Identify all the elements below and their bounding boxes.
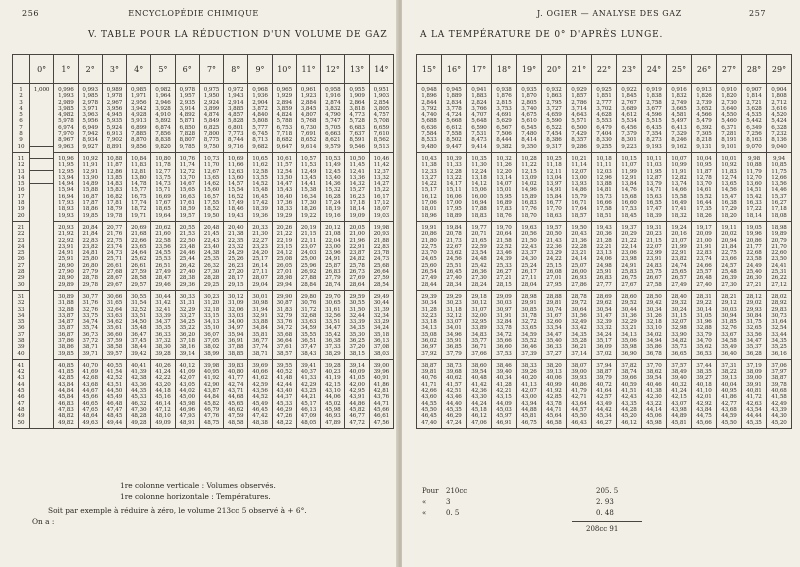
value-cell-group: 18,98 19,89 20,79 21,70 22,60 23,50 24,41 25,31 26,22 27,12 bbox=[767, 222, 791, 291]
value-cell-group: 0,932 1,863 2,795 3,727 4,659 5,590 6,522 7,454 8,386 9,317 bbox=[542, 84, 566, 153]
value-cell-group: 30,66 31,65 32,64 33,63 34,62 35,61 36,60 37,59 38,58 39,57 bbox=[103, 291, 126, 360]
value-cell-group: 19,63 20,56 21,50 22,43 23,37 24,30 25,24 26,17 27,11 28,04 bbox=[517, 222, 541, 291]
right-page bbox=[402, 0, 800, 567]
right-reduction-table bbox=[416, 54, 792, 429]
legend-line-4: On a : bbox=[32, 517, 55, 526]
value-cell-group: 0,985 1,971 2,956 3,942 4,928 5,913 6,899 7,885 8,870 9,856 bbox=[127, 84, 150, 153]
table-body-row bbox=[417, 84, 792, 429]
legend-line-2: 1re colonne horizontale : Températures. bbox=[120, 492, 271, 501]
value-cell-group: 20,26 21,22 22,19 23,15 24,12 25,08 26,05 27,01 28,98 29,94 bbox=[273, 222, 296, 291]
value-cell-group: 0,913 1,826 2,739 3,652 4,566 5,479 6,392 7,305 8,218 9,131 bbox=[692, 84, 716, 153]
value-cell-group: 10,46 11,42 12,37 13,32 14,27 15,22 16,17 17,12 18,07 19,03 bbox=[370, 153, 393, 222]
temperature-header: 13° bbox=[345, 55, 369, 84]
value-cell-group bbox=[30, 171, 53, 183]
temperature-header: 15° bbox=[417, 55, 442, 84]
temperature-header: 27° bbox=[717, 55, 742, 84]
value-column bbox=[175, 84, 199, 429]
temperature-header: 17° bbox=[467, 55, 492, 84]
temperature-header: 0° bbox=[30, 55, 54, 84]
example-calculation bbox=[422, 486, 642, 535]
value-cell-group: 10,88 11,87 12,86 13,85 14,83 15,83 16,82 17,81 18,79 19,78 bbox=[103, 153, 126, 222]
temperature-header: 2° bbox=[78, 55, 102, 84]
table-header-row bbox=[417, 55, 792, 84]
value-cell-group: 0,989 1,978 2,967 3,956 4,945 5,935 5,924 6,913 7,902 8,891 bbox=[103, 84, 126, 153]
value-cell-group: 29,29 30,23 31,18 32,12 33,07 34,01 34,96 35,91 36,85 37,79 bbox=[442, 291, 466, 360]
value-cell-group: 20,19 21,15 22,11 23,07 24,03 25,00 25,96 26,92 27,88 28,84 bbox=[297, 222, 320, 291]
value-cell-group: 37,57 38,49 39,40 40,32 41,24 42,15 43,07 43,98 44,89 45,81 bbox=[671, 362, 687, 426]
temperature-header: 6° bbox=[175, 55, 199, 84]
value-cell-group: 20,84 21,84 22,83 23,82 24,81 25,80 26,80 27,79 28,78 29,78 bbox=[79, 222, 102, 291]
value-cell-group: 28,69 29,62 30,54 31,47 32,39 33,32 34,24 35,17 36,09 37,02 bbox=[592, 291, 616, 360]
value-cell-group: 10,11 11,03 11,95 12,87 13,79 14,71 15,63 16,55 17,47 18,39 bbox=[642, 153, 666, 222]
temperature-header: 14° bbox=[369, 55, 393, 84]
value-cell-group: 0,955 1,909 2,864 3,818 4,773 5,728 6,683 7,637 8,591 9,546 bbox=[345, 84, 368, 153]
calc-total: 208cc 91 bbox=[586, 525, 619, 533]
value-cell-group: 40,55 41,54 42,52 43,51 44,50 45,49 46,48 47,47 48,45 49,44 bbox=[106, 362, 123, 426]
value-cell-group: 0,948 1,896 2,844 3,792 4,740 5,688 6,636 7,584 8,533 9,480 bbox=[417, 84, 441, 153]
temperature-header: 19° bbox=[517, 55, 542, 84]
value-cell-group: 10,28 11,22 12,15 13,09 14,02 14,96 15,89 16,83 17,76 18,70 bbox=[517, 153, 541, 222]
value-cell-group: 9,98 10,88 11,79 12,70 13,60 14,51 15,42 16,33 17,22 18,14 bbox=[742, 153, 766, 222]
value-cell-group: 37,06 37,97 38,87 39,78 40,68 41,58 42,49 43,39 44,30 45,20 bbox=[771, 362, 787, 426]
value-cell-group: 10,50 11,45 12,41 13,36 14,32 15,27 16,23 17,18 18,14 19,09 bbox=[345, 153, 368, 222]
value-cell-group: 28,78 29,72 30,64 31,56 32,49 33,42 34,35 35,28 36,21 37,14 bbox=[567, 291, 591, 360]
value-column bbox=[517, 84, 542, 429]
value-cell-group: 0,929 1,857 2,786 3,714 4,643 5,571 6,500 7,429 8,357 9,286 bbox=[567, 84, 591, 153]
value-cell-group: 20,55 21,53 22,50 23,48 24,46 25,44 26,42 27,40 28,38 29,36 bbox=[176, 222, 199, 291]
value-cell-group: 39,98 40,95 41,92 42,90 43,87 44,84 45,82 46,79 47,76 48,75 bbox=[203, 362, 220, 426]
value-cell-group: 10,96 11,95 12,95 13,94 14,94 15,94 16,94 17,93 18,93 19,93 bbox=[54, 153, 77, 222]
value-cell-group: 40,85 41,85 42,85 43,84 44,84 45,84 46,83 47,83 48,82 49,82 bbox=[58, 362, 74, 426]
value-cell-group: 29,39 30,34 31,28 32,23 33,18 34,13 35,08 36,02 36,97 37,92 bbox=[417, 291, 441, 360]
value-cell-group: 30,12 31,09 32,06 33,03 34,00 34,97 35,94 36,91 37,88 38,85 bbox=[224, 291, 247, 360]
value-cell-group: 30,23 31,20 32,18 33,15 34,13 35,10 36,07 37,05 38,02 38,99 bbox=[200, 291, 223, 360]
value-cell-group: 10,73 11,70 12,67 13,65 14,62 15,60 16,57 17,55 18,52 19,50 bbox=[200, 153, 223, 222]
value-column bbox=[742, 84, 767, 429]
value-cell-group: 0,938 1,876 2,815 3,753 4,691 5,629 6,567 7,506 8,444 9,382 bbox=[492, 84, 516, 153]
value-column bbox=[272, 84, 296, 429]
value-cell-group: 10,76 11,74 12,72 13,70 14,67 15,65 16,63 17,61 18,59 19,57 bbox=[176, 153, 199, 222]
temperature-header: 9° bbox=[248, 55, 272, 84]
calc-prefix: Pour bbox=[422, 487, 439, 495]
value-cell-group: 28,88 29,81 30,74 31,67 32,60 33,54 34,47 35,40 36,33 37,27 bbox=[542, 291, 566, 360]
temperature-header: 28° bbox=[742, 55, 767, 84]
value-cell-group: 0,910 1,820 2,730 3,640 4,550 5,460 6,371 7,281 8,191 9,101 bbox=[717, 84, 741, 153]
value-cell-group: 0,958 1,916 2,874 3,832 4,790 5,747 5,705 6,663 8,621 9,579 bbox=[321, 84, 344, 153]
temperature-header: 21° bbox=[567, 55, 592, 84]
left-running-head: ENCYCLOPÉDIE CHIMIQUE bbox=[128, 9, 259, 18]
value-column bbox=[767, 84, 792, 429]
value-column bbox=[592, 84, 617, 429]
value-cell-group: 0,904 1,808 2,712 3,616 4,520 5,424 6,328 7,232 8,136 9,040 bbox=[767, 84, 791, 153]
value-cell-group: 10,15 11,07 11,99 12,91 13,84 14,76 15,68 16,60 17,53 18,45 bbox=[617, 153, 641, 222]
value-cell-group: 38,46 39,40 40,34 41,28 42,21 43,15 44,09 45,03 45,97 46,91 bbox=[496, 362, 512, 426]
value-column bbox=[692, 84, 717, 429]
temperature-header: 3° bbox=[102, 55, 126, 84]
value-cell-group: 19,05 19,96 20,86 21,77 22,68 23,58 24,49 25,40 26,30 27,21 bbox=[742, 222, 766, 291]
value-column bbox=[492, 84, 517, 429]
temperature-header: 22° bbox=[592, 55, 617, 84]
value-cell-group: 0,965 1,929 2,894 3,859 4,824 5,788 6,753 7,718 8,682 9,647 bbox=[273, 84, 296, 153]
legend-line-3: Soit par exemple à réduire à zéro, le volume 213cc 5 observé à + 6°. bbox=[48, 506, 307, 515]
temperature-header: 1° bbox=[54, 55, 78, 84]
calc-reduced: 0. 48 bbox=[596, 509, 614, 517]
calc-row bbox=[422, 486, 642, 497]
value-cell-group: 10,07 10,99 11,91 12,82 13,74 14,66 15,58 16,49 17,41 18,32 bbox=[667, 153, 691, 222]
value-column bbox=[567, 84, 592, 429]
value-cell-group: 1,000 bbox=[30, 84, 53, 147]
right-table-title: A LA TEMPÉRATURE DE 0° D'APRÈS LUNGE. bbox=[420, 30, 664, 40]
value-cell-group: 37,19 38,09 39,00 39,91 40,81 41,72 42,63 43,54 44,44 45,35 bbox=[746, 362, 762, 426]
value-cell-group: 0,975 1,950 2,924 3,899 4,874 5,849 6,825 7,800 8,775 9,750 bbox=[200, 84, 223, 153]
left-page-number: 256 bbox=[22, 9, 40, 18]
value-cell-group: 37,31 38,22 39,13 40,04 40,95 41,86 42,77 43,68 44,59 45,50 bbox=[721, 362, 737, 426]
value-column bbox=[417, 84, 442, 429]
temperature-header: 23° bbox=[617, 55, 642, 84]
left-page bbox=[0, 0, 398, 567]
value-cell-group: 10,53 11,49 12,45 13,40 14,36 15,32 16,28 17,24 18,19 19,16 bbox=[321, 153, 344, 222]
value-cell-group: 10,39 11,33 12,28 13,22 14,17 15,11 16,06 17,00 17,95 18,89 bbox=[442, 153, 466, 222]
value-cell-group: 0,993 1,985 2,978 3,971 3,963 5,956 6,949 7,942 8,934 9,927 bbox=[79, 84, 102, 153]
value-cell-group: 10,25 11,18 12,11 13,04 13,97 14,91 15,84 16,77 17,70 18,63 bbox=[542, 153, 566, 222]
value-cell-group: 28,98 29,91 30,85 31,78 32,72 33,65 34,59 35,52 36,46 37,39 bbox=[517, 291, 541, 360]
volume-labels: 1 2 3 4 5 6 7 8 9 10 bbox=[13, 84, 29, 153]
calc-row bbox=[422, 497, 642, 508]
value-cell-group: 0,941 1,883 2,824 3,766 4,707 5,648 6,590 7,531 8,473 9,414 bbox=[467, 84, 491, 153]
value-cell-group: 10,57 11,53 12,49 13,45 14,41 15,38 16,34 17,30 18,26 19,22 bbox=[297, 153, 320, 222]
value-column bbox=[224, 84, 248, 429]
value-cell-group: 0,996 1,993 2,989 3,985 4,982 5,978 6,974 7,970 8,967 9,963 bbox=[54, 84, 77, 153]
value-cell-group: 29,49 30,44 31,39 32,34 33,29 34,24 35,18 36,13 37,08 38,03 bbox=[370, 291, 393, 360]
value-cell-group: 39,55 40,52 41,48 42,44 43,40 44,37 45,33 46,29 47,26 48,22 bbox=[276, 362, 293, 426]
value-cell-group: 0,978 1,957 2,935 3,914 4,892 5,871 6,850 7,828 8,807 9,785 bbox=[176, 84, 199, 153]
value-cell-group bbox=[30, 159, 53, 171]
value-cell-group: 0,907 1,814 2,721 3,628 4,535 5,442 6,349 7,256 8,163 9,070 bbox=[742, 84, 766, 153]
temperature-header: 12° bbox=[321, 55, 345, 84]
value-cell-group: 30,33 31,31 32,29 33,27 34,25 35,22 36,20 37,18 38,16 39,14 bbox=[176, 291, 199, 360]
value-column bbox=[102, 84, 126, 429]
value-cell-group: 40,12 41,09 42,07 43,05 44,02 45,00 45,98 46,96 47,93 48,91 bbox=[179, 362, 195, 426]
value-cell-group: 39,14 40,09 41,05 42,00 42,95 43,91 44,86 45,82 46,77 47,72 bbox=[349, 362, 365, 426]
left-reduction-table bbox=[12, 54, 394, 429]
value-column bbox=[248, 84, 272, 429]
value-cell-group: 0,951 1,903 2,854 3,805 4,757 5,708 6,659 7,610 8,562 9,513 bbox=[370, 84, 393, 153]
temperature-header: 5° bbox=[151, 55, 175, 84]
calc-prefix: « bbox=[422, 509, 427, 517]
value-cell-group: 37,70 38,62 39,54 40,46 41,38 42,30 43,22 44,14 45,06 45,98 bbox=[646, 362, 662, 426]
value-cell-group: 0,919 1,838 2,758 3,677 4,596 5,515 6,435 7,354 8,273 9,193 bbox=[642, 84, 666, 153]
value-cell-group: 10,84 11,83 12,81 13,80 14,78 15,77 16,75 17,74 18,72 19,71 bbox=[127, 153, 150, 222]
value-cell-group: 19,37 20,29 21,22 22,14 23,06 23,98 24,91 25,83 26,75 27,67 bbox=[617, 222, 641, 291]
value-cell-group: 20,12 21,08 22,04 23,00 23,96 24,91 25,87 26,83 27,79 28,74 bbox=[321, 222, 344, 291]
value-cell-group: 30,77 31,76 32,76 33,75 34,74 35,74 36,73 37,72 38,71 39,71 bbox=[79, 291, 102, 360]
value-cell-group: 19,77 20,71 21,65 22,59 23,54 24,48 25,42 26,36 27,30 28,24 bbox=[467, 222, 491, 291]
value-cell-group: 20,77 21,76 22,75 23,74 24,73 25,71 26,61 27,68 28,67 29,67 bbox=[103, 222, 126, 291]
value-cell-group: 29,70 30,65 31,61 32,56 33,51 34,47 35,42 36,38 37,33 38,29 bbox=[321, 291, 344, 360]
legend-line-1: 1re colonne verticale : Volumes observés. bbox=[120, 481, 276, 490]
temperature-header: 25° bbox=[667, 55, 692, 84]
value-cell-group: 19,43 20,36 21,28 22,21 23,13 24,06 24,98 25,91 26,83 27,77 bbox=[592, 222, 616, 291]
header-corner bbox=[13, 55, 30, 84]
calc-volume: 0. 5 bbox=[446, 509, 460, 517]
right-page-header bbox=[537, 9, 766, 18]
volume-labels: 31 32 33 34 35 36 37 38 39 40 bbox=[13, 291, 29, 360]
value-cell-group: 37,94 38,87 39,79 40,72 41,64 42,57 43,49 44,42 45,34 46,27 bbox=[596, 362, 612, 426]
temperature-header: 24° bbox=[642, 55, 667, 84]
temperature-header: 8° bbox=[224, 55, 248, 84]
value-cell-group: 38,33 39,26 40,20 41,13 42,07 43,00 43,94 44,88 45,81 46,75 bbox=[521, 362, 537, 426]
value-column bbox=[127, 84, 151, 429]
value-cell-group: 38,20 39,13 40,06 40,99 41,92 42,85 43,78 44,71 45,64 46,58 bbox=[546, 362, 562, 426]
value-cell-group: 10,69 11,66 12,63 13,60 14,57 15,54 16,52 17,49 18,46 19,43 bbox=[224, 153, 247, 222]
value-cell-group: 10,80 11,78 12,77 13,75 14,73 15,71 16,69 17,67 18,65 19,64 bbox=[151, 153, 174, 222]
value-cell-group: 38,73 39,68 40,62 41,57 42,51 43,46 44,40 45,35 46,29 47,24 bbox=[446, 362, 462, 426]
value-cell-group: 0,916 1,832 2,749 3,665 4,581 5,497 6,413 7,329 8,246 9,162 bbox=[667, 84, 691, 153]
value-cell-group: 20,05 21,00 21,96 22,91 23,87 24,82 25,78 26,73 27,69 28,64 bbox=[345, 222, 368, 291]
table-body-row bbox=[13, 84, 394, 429]
value-cell-group: 39,83 40,80 41,77 42,74 43,71 44,68 45,65 46,62 47,59 48,58 bbox=[228, 362, 244, 426]
value-cell-group: 28,31 29,22 30,14 31,05 31,96 32,88 33,79 34,70 35,62 36,53 bbox=[692, 291, 716, 360]
value-cell-group: 0,961 1,923 2,884 3,845 4,807 5,768 6,730 7,691 8,652 9,614 bbox=[297, 84, 320, 153]
value-cell-group: 37,44 38,35 39,27 40,18 41,10 42,01 42,92 43,84 44,75 45,66 bbox=[696, 362, 712, 426]
temperature-header: 20° bbox=[542, 55, 567, 84]
value-cell-group bbox=[30, 147, 53, 159]
value-cell-group: 29,18 30,12 31,07 32,00 32,95 33,89 34,83 35,77 36,71 37,66 bbox=[467, 291, 491, 360]
value-column bbox=[30, 84, 54, 429]
temperature-header: 26° bbox=[692, 55, 717, 84]
volume-label-column bbox=[13, 84, 30, 429]
value-column bbox=[199, 84, 223, 429]
value-cell-group: 9,94 10,85 11,75 12,66 13,56 14,46 15,37 16,27 17,18 18,08 bbox=[767, 153, 791, 222]
value-cell-group: 30,44 31,42 32,41 33,39 34,37 35,35 36,33 37,32 38,30 39,28 bbox=[151, 291, 174, 360]
temperature-header: 7° bbox=[199, 55, 223, 84]
value-cell-group: 28,60 29,52 30,44 31,36 32,29 33,21 34,13 35,06 35,98 36,90 bbox=[617, 291, 641, 360]
value-cell-group: 19,98 20,93 21,88 22,83 23,78 24,73 25,68 26,64 27,59 28,54 bbox=[370, 222, 393, 291]
value-cell-group: 39,00 39,96 40,91 41,86 42,81 43,76 44,71 45,66 46,61 47,56 bbox=[373, 362, 390, 426]
value-column bbox=[369, 84, 393, 429]
value-cell-group: 19,70 20,64 21,58 22,52 23,46 24,39 25,33 26,27 27,21 28,15 bbox=[492, 222, 516, 291]
value-cell-group: 10,43 11,38 12,33 13,27 14,22 15,17 16,12 17,06 18,01 18,96 bbox=[417, 153, 441, 222]
value-column bbox=[78, 84, 102, 429]
value-cell-group: 10,18 11,11 12,03 12,96 13,88 14,81 15,73 16,66 17,58 18,51 bbox=[592, 153, 616, 222]
value-cell-group: 10,92 11,91 12,91 13,90 14,89 15,88 16,87 17,87 18,86 19,85 bbox=[79, 153, 102, 222]
sum-rule bbox=[572, 521, 642, 522]
value-cell-group: 0,968 1,936 2,904 3,872 4,840 5,808 5,777 6,745 8,713 9,682 bbox=[248, 84, 271, 153]
value-cell-group: 20,48 21,45 22,43 23,40 24,38 25,35 26,32 27,30 28,28 29,25 bbox=[200, 222, 223, 291]
value-cell-group: 20,62 21,60 22,58 23,56 24,55 25,53 26,51 27,49 28,47 29,46 bbox=[151, 222, 174, 291]
value-cell-group: 0,922 1,845 2,767 3,689 4,612 5,534 6,456 7,379 8,301 9,223 bbox=[617, 84, 641, 153]
value-cell-group: 10,04 10,95 11,87 12,78 13,70 14,61 15,52 16,44 17,35 18,26 bbox=[692, 153, 716, 222]
value-cell-group: 0,935 1,870 2,805 3,740 4,675 5,610 6,545 7,480 8,414 9,350 bbox=[517, 84, 541, 153]
value-cell-group: 29,59 30,55 31,50 32,44 33,39 34,35 35,30 36,25 37,20 38,15 bbox=[345, 291, 368, 360]
value-cell-group: 19,84 20,78 21,73 22,67 23,62 24,56 25,51 26,45 27,40 28,34 bbox=[442, 222, 466, 291]
value-column bbox=[717, 84, 742, 429]
calc-reduced: 2. 93 bbox=[596, 498, 614, 506]
temperature-header: 11° bbox=[296, 55, 320, 84]
value-cell-group: 10,65 11,62 12,58 13,55 14,52 15,48 16,45 17,42 18,39 19,36 bbox=[248, 153, 271, 222]
volume-labels: 21 22 23 24 25 26 27 28 29 30 bbox=[13, 222, 29, 291]
value-cell-group: 0,982 1,964 2,946 3,928 4,910 5,892 6,874 7,856 8,838 9,820 bbox=[151, 84, 174, 153]
value-cell-group: 20,93 21,92 22,92 23,91 24,91 25,91 26,90 27,90 28,90 29,89 bbox=[54, 222, 77, 291]
volume-labels: 41 42 43 44 45 46 47 48 49 50 bbox=[17, 362, 25, 426]
value-cell-group: 40,26 41,24 42,22 43,20 44,18 45,16 46,14 47,12 48,10 49,09 bbox=[155, 362, 171, 426]
left-page-header bbox=[22, 9, 259, 18]
value-cell-group: 10,35 11,30 12,24 13,18 14,12 15,06 16,00 16,94 17,88 18,83 bbox=[467, 153, 491, 222]
value-column bbox=[617, 84, 642, 429]
table-header-row bbox=[13, 55, 394, 84]
value-cell-group: 10,01 10,92 11,83 12,74 13,65 14,56 15,47 16,38 17,29 18,20 bbox=[717, 153, 741, 222]
value-cell-group: 40,41 41,39 42,38 43,36 44,35 45,33 46,32 47,30 48,28 49,28 bbox=[130, 362, 147, 426]
value-cell-group: 20,33 21,30 22,27 23,23 24,20 25,17 26,14 27,11 28,07 29,04 bbox=[248, 222, 271, 291]
value-cell-group: 19,31 20,23 21,15 22,07 22,99 23,91 24,83 25,75 26,67 27,58 bbox=[642, 222, 666, 291]
value-cell-group: 0,972 1,943 2,914 3,885 4,857 5,828 6,801 7,773 8,744 9,716 bbox=[224, 84, 247, 153]
temperature-header: 18° bbox=[492, 55, 517, 84]
value-cell-group: 28,21 29,12 30,03 30,94 31,85 32,76 33,67 34,58 35,49 36,40 bbox=[717, 291, 741, 360]
temperature-header: 29° bbox=[767, 55, 792, 84]
value-cell-group: 38,60 39,54 40,48 41,42 42,36 43,30 44,24 45,18 46,12 47,06 bbox=[471, 362, 487, 426]
value-cell-group: 40,70 41,69 42,68 43,68 44,67 45,66 46,65 47,65 48,64 49,63 bbox=[82, 362, 98, 426]
value-cell-group: 28,12 29,02 29,93 30,84 31,75 32,65 33,56 34,47 35,37 36,28 bbox=[742, 291, 766, 360]
value-column bbox=[442, 84, 467, 429]
value-cell-group: 0,945 1,889 2,834 3,778 4,724 5,668 6,612 7,558 8,502 9,447 bbox=[442, 84, 466, 153]
right-page-number: 257 bbox=[749, 9, 767, 18]
value-cell-group: 20,40 21,38 22,35 23,32 24,29 25,26 26,23 27,20 28,17 29,15 bbox=[224, 222, 247, 291]
value-cell-group: 19,57 20,50 21,43 22,36 23,29 24,22 25,15 26,08 27,01 27,95 bbox=[542, 222, 566, 291]
value-column bbox=[151, 84, 175, 429]
value-cell-group: 28,40 29,32 30,24 31,15 32,07 32,98 33,90 34,82 35,73 36,65 bbox=[667, 291, 691, 360]
right-running-head: J. OGIER — ANALYSE DES GAZ bbox=[537, 9, 682, 18]
value-column bbox=[296, 84, 320, 429]
value-cell-group: 38,87 39,81 40,76 41,71 42,66 43,60 44,55 45,50 46,45 47,40 bbox=[421, 362, 437, 426]
value-column bbox=[667, 84, 692, 429]
value-cell-group: 39,28 40,23 41,19 42,15 43,10 44,06 45,02 45,98 46,93 47,89 bbox=[325, 362, 341, 426]
calc-volume: 210cc bbox=[446, 487, 468, 495]
value-cell-group: 19,17 20,09 21,00 21,91 22,83 23,74 24,66 25,57 26,48 27,40 bbox=[692, 222, 716, 291]
value-cell-group: 38,07 39,00 39,93 40,86 41,79 42,71 43,64 44,57 45,50 46,43 bbox=[571, 362, 587, 426]
value-cell-group: 39,69 40,66 41,62 42,59 43,56 44,52 45,49 46,45 47,42 48,38 bbox=[252, 362, 268, 426]
value-column bbox=[467, 84, 492, 429]
legend bbox=[32, 480, 307, 527]
calc-volume: 3 bbox=[446, 498, 451, 506]
temperature-header: 16° bbox=[442, 55, 467, 84]
value-cell-group: 0,925 1,851 2,777 3,702 4,628 5,553 6,479 7,404 8,330 9,255 bbox=[592, 84, 616, 153]
calc-prefix: « bbox=[422, 498, 427, 506]
value-column bbox=[345, 84, 369, 429]
value-column bbox=[542, 84, 567, 429]
value-cell-group: 10,32 11,26 12,20 13,14 14,07 15,01 15,95 16,89 17,83 18,76 bbox=[492, 153, 516, 222]
left-table-title: V. TABLE POUR LA RÉDUCTION D'UN VOLUME DE GAZ bbox=[88, 30, 388, 40]
value-cell-group: 10,61 11,57 12,54 13,50 14,47 15,43 16,40 17,36 18,33 19,29 bbox=[273, 153, 296, 222]
value-cell-group: 28,50 29,42 30,34 31,26 32,18 33,10 34,02 34,94 35,86 36,78 bbox=[642, 291, 666, 360]
calc-row bbox=[422, 508, 642, 519]
temperature-header: 10° bbox=[272, 55, 296, 84]
value-cell-group bbox=[30, 184, 53, 195]
value-cell-group: 20,69 21,68 22,66 23,65 24,64 25,62 26,61 27,59 28,58 29,57 bbox=[127, 222, 150, 291]
value-cell-group: 37,82 38,74 39,66 40,59 41,51 42,43 43,35 44,28 45,20 46,12 bbox=[621, 362, 637, 426]
value-column bbox=[54, 84, 78, 429]
value-column bbox=[642, 84, 667, 429]
value-cell-group: 10,21 11,14 12,07 13,00 13,93 14,86 15,79 16,71 17,64 18,57 bbox=[567, 153, 591, 222]
value-cell-group: 19,11 20,02 20,94 21,84 22,75 23,66 24,57 25,48 26,39 27,30 bbox=[717, 222, 741, 291]
value-cell-group: 29,90 30,87 31,83 32,79 33,76 34,72 35,68 36,64 37,61 38,57 bbox=[273, 291, 296, 360]
value-cell-group: 30,89 31,88 32,88 33,87 34,87 35,87 36,87 37,86 38,86 39,85 bbox=[54, 291, 77, 360]
calc-reduced: 205. 5 bbox=[596, 487, 619, 495]
value-cell-group: 19,50 20,43 21,36 22,28 23,21 24,14 25,07 26,00 26,93 27,86 bbox=[567, 222, 591, 291]
value-cell-group: 19,91 20,86 21,80 22,75 23,70 24,65 25,60 26,54 27,49 28,44 bbox=[417, 222, 441, 291]
value-cell-group: 39,41 40,37 41,33 42,29 43,25 44,21 45,17 46,13 47,09 48,05 bbox=[300, 362, 317, 426]
value-cell-group: 29,09 30,03 30,97 31,91 32,84 33,78 34,72 35,66 36,60 37,53 bbox=[492, 291, 516, 360]
value-cell-group: 30,55 31,54 32,52 33,51 34,50 35,48 36,47 37,45 38,44 39,42 bbox=[127, 291, 150, 360]
value-cell-group: 28,02 28,92 29,83 30,73 31,64 32,54 33,44 34,35 35,25 36,16 bbox=[767, 291, 791, 360]
volume-labels: 11 12 13 14 15 16 17 18 19 20 bbox=[13, 153, 29, 222]
value-cell-group: 30,01 30,98 31,94 32,91 33,88 34,84 35,81 36,77 37,74 38,71 bbox=[248, 291, 271, 360]
value-cell-group: 29,80 30,76 31,72 32,68 33,63 34,59 35,55 36,51 37,47 38,43 bbox=[297, 291, 320, 360]
value-column bbox=[321, 84, 345, 429]
value-cell-group: 19,24 20,16 21,07 21,99 22,91 23,82 24,74 25,65 26,57 27,49 bbox=[667, 222, 691, 291]
temperature-header: 4° bbox=[127, 55, 151, 84]
